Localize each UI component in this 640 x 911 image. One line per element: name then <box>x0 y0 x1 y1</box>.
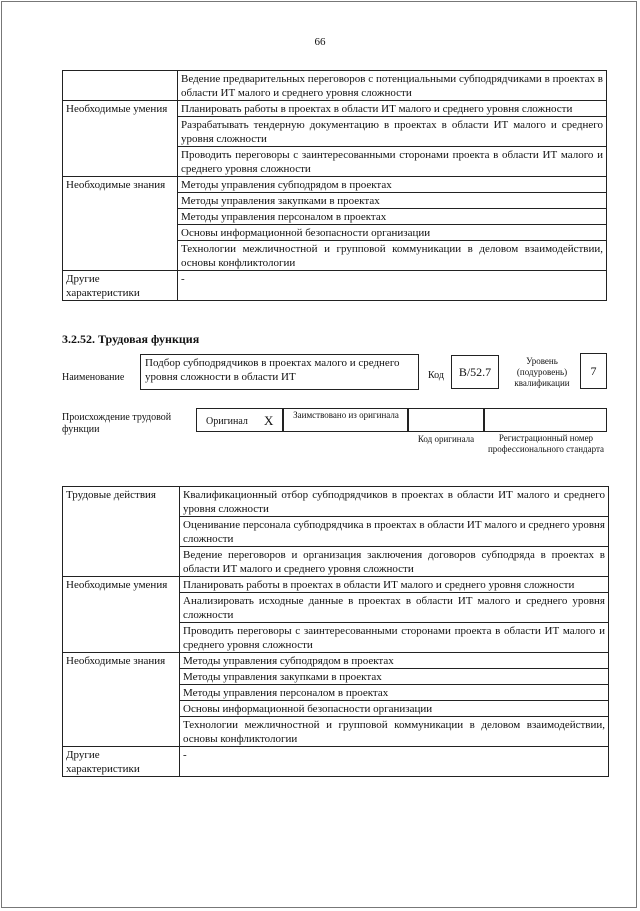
row-item: - <box>178 271 607 301</box>
row-item: Оценивание персонала субподрядчика в проектах в области ИТ малого и среднего уровня сложности <box>180 517 609 547</box>
row-label <box>63 71 178 101</box>
row-item: Планировать работы в проектах в области ИТ малого и среднего уровня сложности <box>178 101 607 117</box>
level-label: Уровень (подуровень) квалификации <box>514 356 570 388</box>
row-item: Ведение предварительных переговоров с потенциальными субподрядчиками в проектах в области ИТ малого и среднего уровня сложности <box>178 71 607 101</box>
row-item: - <box>180 747 609 777</box>
function-name-box <box>140 354 419 390</box>
row-label: Другие характеристики <box>63 747 180 777</box>
row-item: Методы управления персоналом в проектах <box>180 685 609 701</box>
code-original-box <box>408 408 484 432</box>
row-item: Проводить переговоры с заинтересованными сторонами проекта в области ИТ малого и среднего уровня сложности <box>180 623 609 653</box>
table-row <box>63 177 607 193</box>
row-item: Методы управления персоналом в проектах <box>178 209 607 225</box>
function-name-value: Подбор субподрядчиков в проектах малого и среднего уровня сложности в области ИТ <box>145 357 400 383</box>
row-label: Необходимые знания <box>63 653 180 747</box>
name-label: Наименование <box>62 372 125 383</box>
row-item: Проводить переговоры с заинтересованными сторонами проекта в области ИТ малого и среднего уровня сложности <box>178 147 607 177</box>
code-label: Код <box>428 370 444 381</box>
row-item: Технологии межличностной и групповой коммуникации в деловом взаимодействии, основы конфликтологии <box>180 717 609 747</box>
row-label: Трудовые действия <box>63 487 180 577</box>
borrowed-box <box>283 408 408 432</box>
table-row <box>63 747 609 777</box>
row-label: Необходимые умения <box>63 577 180 653</box>
row-item: Методы управления закупками в проектах <box>180 669 609 685</box>
row-item: Ведение переговоров и организация заключения договоров субподряда в проектах в области ИТ малого и среднего уровня сложности <box>180 547 609 577</box>
table-row <box>63 101 607 117</box>
row-item: Технологии межличностной и групповой коммуникации в деловом взаимодействии, основы конфликтологии <box>178 241 607 271</box>
table-row <box>63 487 609 517</box>
level-value: 7 <box>590 364 597 378</box>
row-item: Основы информационной безопасности организации <box>180 701 609 717</box>
top-skills-table <box>62 70 607 301</box>
borrowed-label: Заимствовано из оригинала <box>293 410 399 420</box>
table-row <box>63 577 609 593</box>
page-number: 66 <box>314 36 326 48</box>
row-item: Методы управления субподрядом в проектах <box>180 653 609 669</box>
row-label: Необходимые умения <box>63 101 178 177</box>
row-item: Разрабатывать тендерную документацию в проектах в области ИТ малого и среднего уровня сложности <box>178 117 607 147</box>
row-label: Необходимые знания <box>63 177 178 271</box>
original-box <box>196 408 283 432</box>
row-item: Методы управления субподрядом в проектах <box>178 177 607 193</box>
section-title: 3.2.52. Трудовая функция <box>62 332 200 346</box>
row-item: Планировать работы в проектах в области ИТ малого и среднего уровня сложности <box>180 577 609 593</box>
row-item: Методы управления закупками в проектах <box>178 193 607 209</box>
row-item: Основы информационной безопасности организации <box>178 225 607 241</box>
row-label: Другие характеристики <box>63 271 178 301</box>
table-row <box>63 271 607 301</box>
origin-label: Происхождение трудовой функции <box>62 412 172 435</box>
row-item: Анализировать исходные данные в проектах в области ИТ малого и среднего уровня сложности <box>180 593 609 623</box>
reg-number-box <box>484 408 607 432</box>
bottom-function-table <box>62 486 609 777</box>
table-row <box>63 653 609 669</box>
code-value: B/52.7 <box>458 365 492 379</box>
original-label: Оригинал <box>206 416 248 427</box>
table-row <box>63 71 607 101</box>
reg-number-caption: Регистрационный номер профессионального стандарта <box>487 433 605 454</box>
level-value-box <box>580 353 607 389</box>
code-value-box <box>451 355 499 389</box>
original-mark: X <box>264 413 274 428</box>
row-item: Квалификационный отбор субподрядчиков в проектах в области ИТ малого и среднего уровня сложности <box>180 487 609 517</box>
code-original-caption: Код оригинала <box>417 434 475 444</box>
